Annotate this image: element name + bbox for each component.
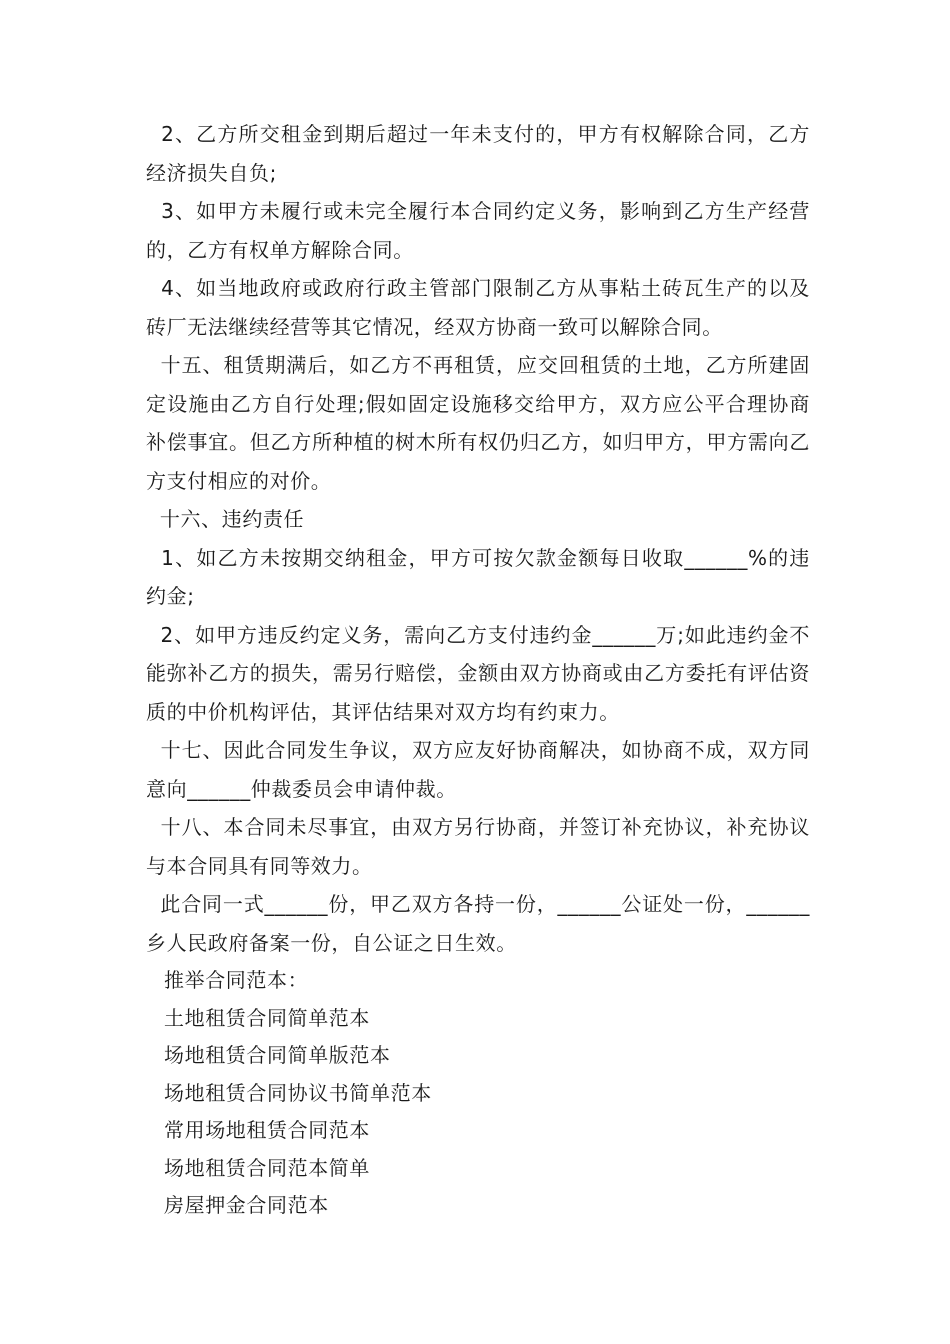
clause-16-2-party-a-penalty: 2、如甲方违反约定义务，需向乙方支付违约金______万;如此违约金不能弥补乙方的损失，需另行赔偿，金额由双方协商或由乙方委托有评估资质的中价机构评估，其评估结果对双方均有约束力。 (146, 622, 810, 724)
recommend-link[interactable]: 场地租赁合同范本简单 (164, 1155, 370, 1180)
recommend-link[interactable]: 场地租赁合同协议书简单范本 (164, 1080, 432, 1105)
recommend-heading: 推举合同范本： (164, 968, 309, 992)
clause-15-lease-expiry: 十五、租赁期满后，如乙方不再租赁，应交回租赁的土地，乙方所建固定设施由乙方自行处理;假如固定设施移交给甲方，双方应公平合理协商补偿事宜。但乙方所种植的树木所有权仍归乙方，如归甲方，甲方需向乙方支付相应的对价。 (146, 353, 810, 493)
clause-18-supplement: 十八、本合同未尽事宜，由双方另行协商，并签订补充协议，补充协议与本合同具有同等效力。 (146, 815, 810, 878)
recommend-link[interactable]: 土地租赁合同简单范本 (164, 1005, 370, 1030)
clause-copies: 此合同一式______份，甲乙双方各持一份，______公证处一份，______乡人民政府备案一份，自公证之日生效。 (146, 892, 810, 955)
recommend-link[interactable]: 常用场地租赁合同范本 (164, 1118, 370, 1142)
clause-16-1-late-rent: 1、如乙方未按期交纳租金，甲方可按欠款金额每日收取______%的违约金; (146, 545, 810, 608)
clause-terminate-rent-overdue: 2、乙方所交租金到期后超过一年未支付的，甲方有权解除合同，乙方经济损失自负; (146, 122, 810, 185)
clause-17-dispute: 十七、因此合同发生争议，双方应友好协商解决，如协商不成，双方同意向______仲裁委员会申请仲裁。 (146, 738, 810, 801)
clause-terminate-party-a-breach: 3、如甲方未履行或未完全履行本合同约定义务，影响到乙方生产经营的，乙方有权单方解除合同。 (146, 199, 810, 262)
clause-16-heading: 十六、违约责任 (146, 507, 305, 531)
clause-terminate-government-restriction: 4、如当地政府或政府行政主管部门限制乙方从事粘土砖瓦生产的以及砖厂无法继续经营等其它情况，经双方协商一致可以解除合同。 (146, 276, 810, 339)
document-page (146, 115, 810, 1225)
recommend-link[interactable]: 房屋押金合同范本 (164, 1193, 329, 1217)
recommend-link[interactable]: 场地租赁合同简单版范本 (164, 1043, 391, 1067)
